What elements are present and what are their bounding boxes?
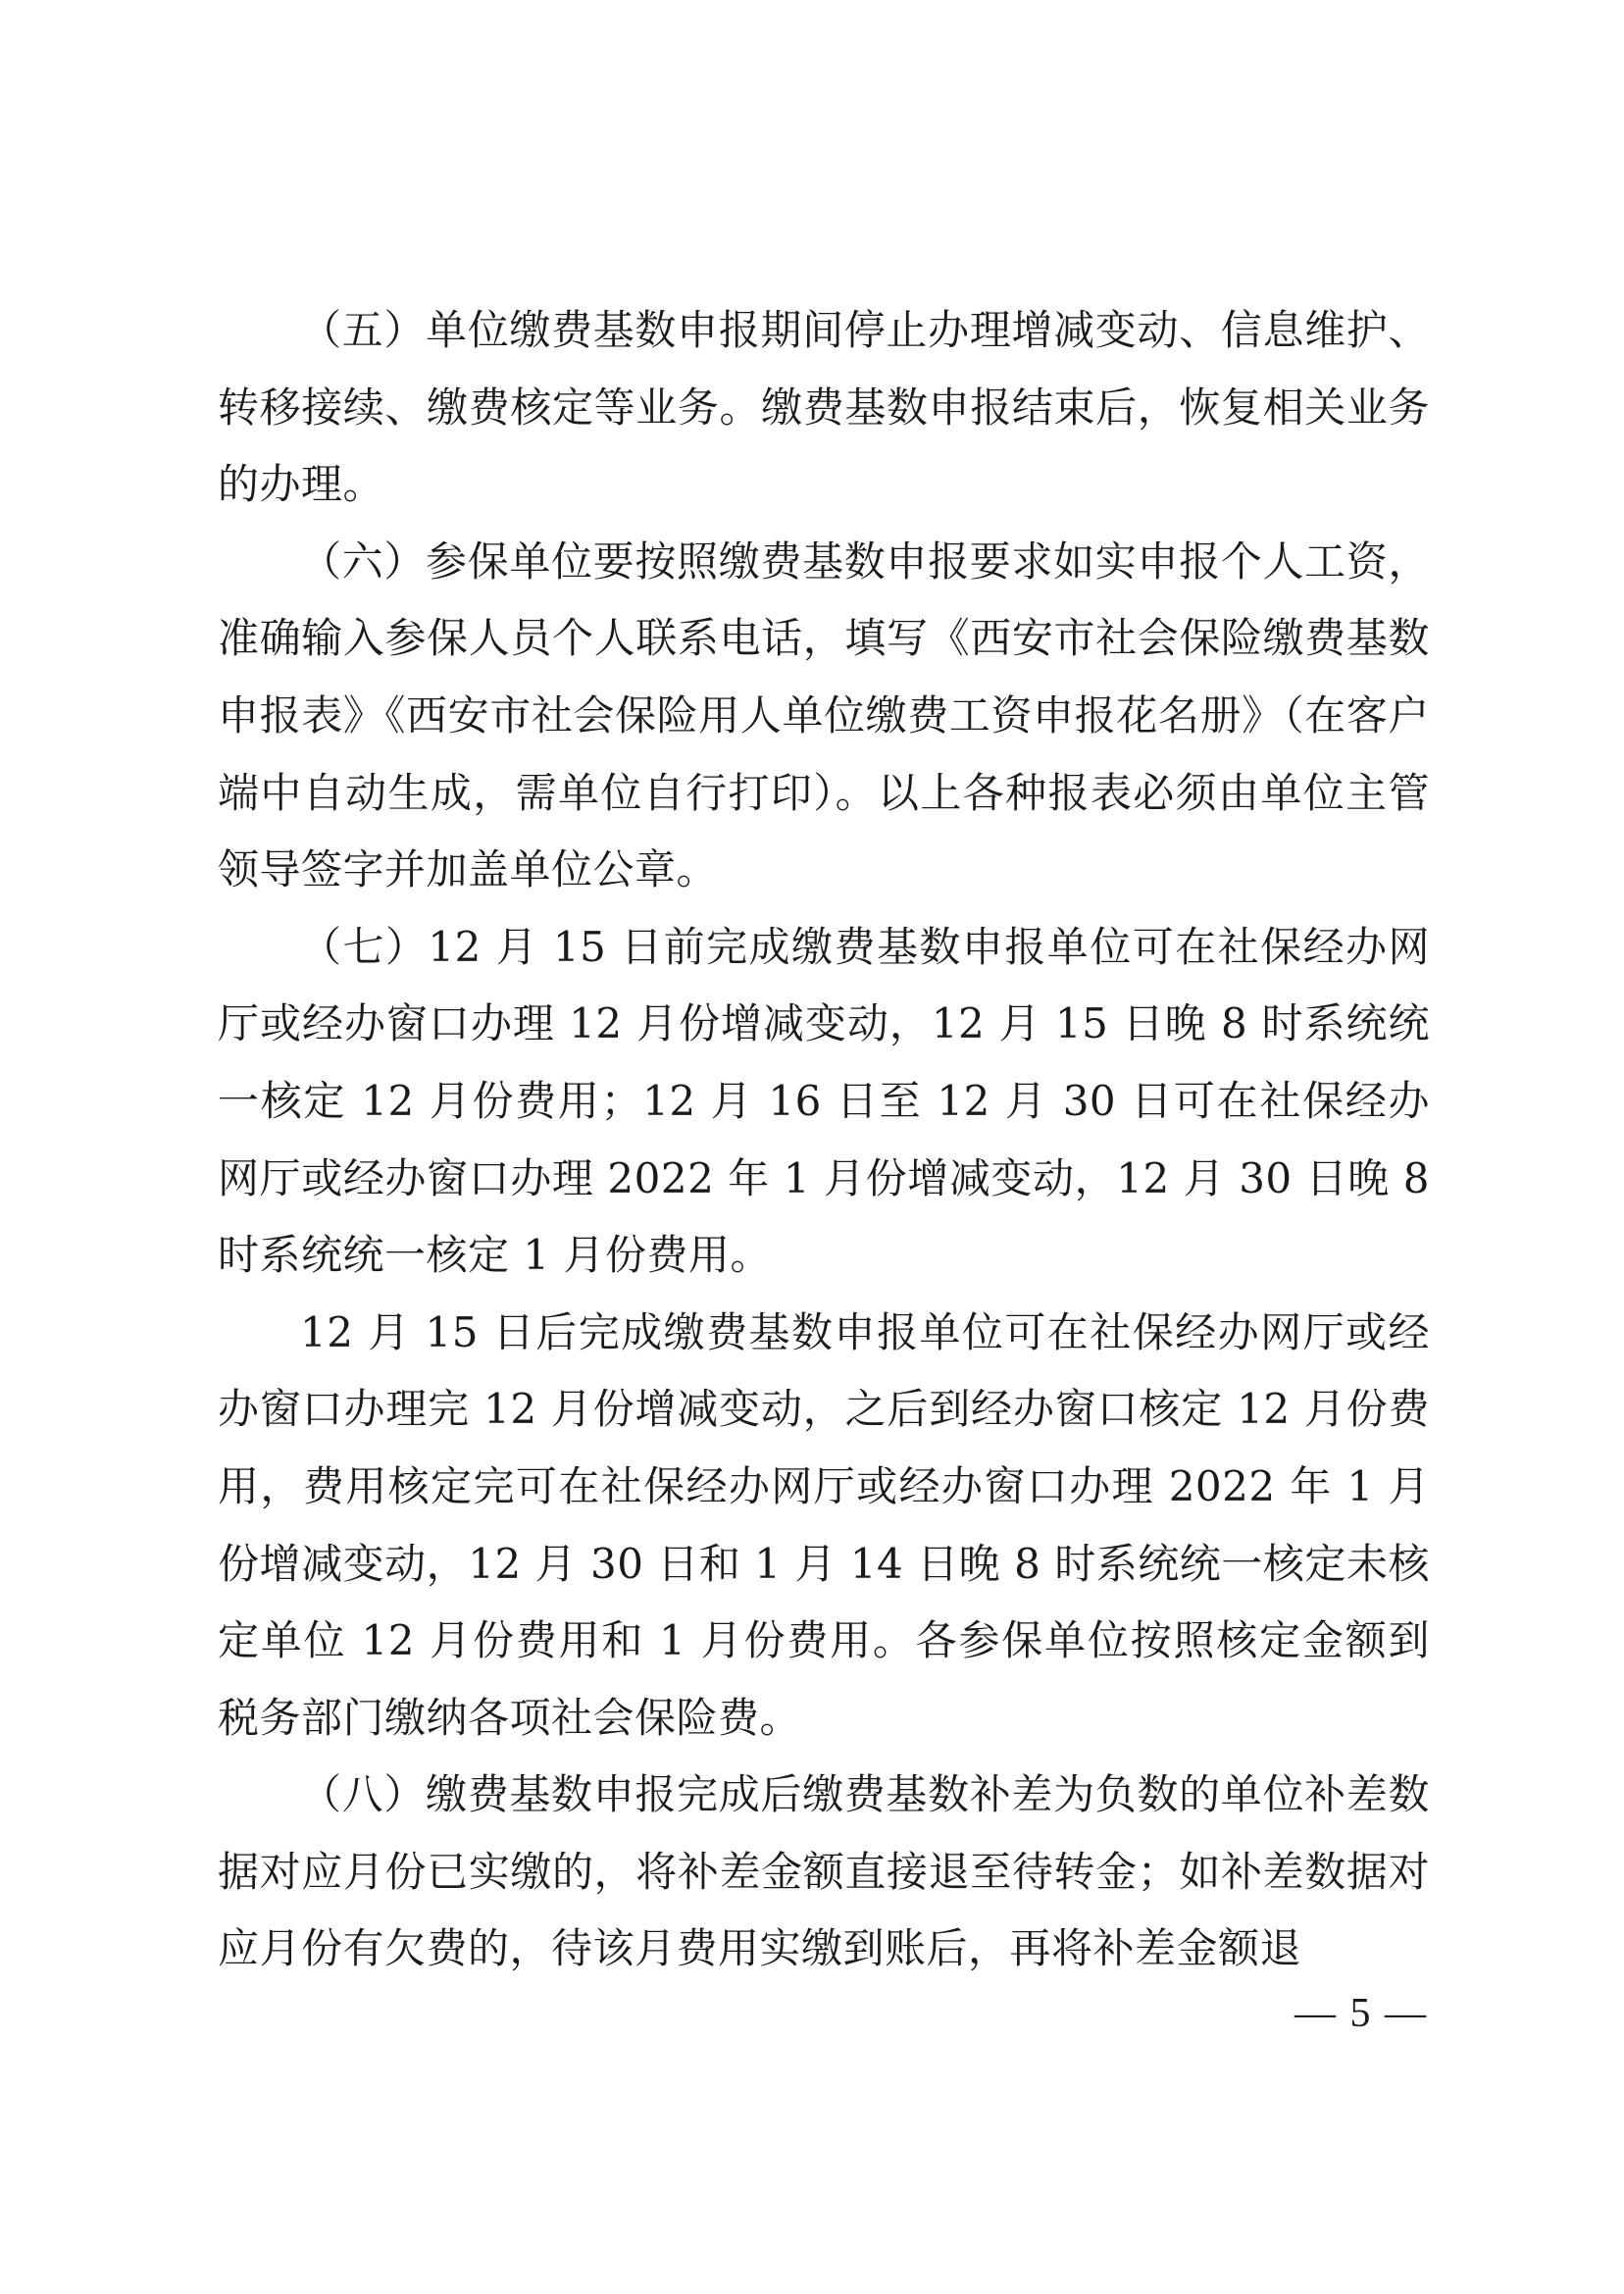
paragraph-7-continued: 12 月 15 日后完成缴费基数申报单位可在社保经办网厅或经办窗口办理完 12 月份增减变动，之后到经办窗口核定 12 月份费用，费用核定完可在社保经办网厅或经办窗口办理 2022 年 1 月份增减变动，12 月 30 日和 1 月 14 日晚 8 时系统统一核定未核定单位 12 月份费用和 1 月份费用。各参保单位按照核定金额到税务部门缴纳各项社会保险费。 [218, 1307, 1430, 1742]
paragraph-6: （六）参保单位要按照缴费基数申报要求如实申报个人工资，准确输入参保人员个人联系电话，填写《西安市社会保险缴费基数申报表》《西安市社会保险用人单位缴费工资申报花名册》（在客户端中自动生成，需单位自行打印）。以上各种报表必须由单位主管领导签字并加盖单位公章。 [218, 536, 1430, 894]
paragraph-8: （八）缴费基数申报完成后缴费基数补差为负数的单位补差数据对应月份已实缴的，将补差金额直接退至待转金；如补差数据对应月份有欠费的，待该月费用实缴到账后，再将补差金额退 [218, 1770, 1430, 1973]
paragraph-5: （五）单位缴费基数申报期间停止办理增减变动、信息维护、转移接续、缴费核定等业务。缴费基数申报结束后，恢复相关业务的办理。 [218, 306, 1430, 509]
document-body [218, 292, 1430, 1988]
page-number: — 5 — [1294, 1991, 1428, 2036]
paragraph-7: （七）12 月 15 日前完成缴费基数申报单位可在社保经办网厅或经办窗口办理 12 月份增减变动，12 月 15 日晚 8 时系统统一核定 12 月份费用；12 月 16 日至 12 月 30 日可在社保经办网厅或经办窗口办理 2022 年 1 月份增减变动，12 月 30 日晚 8 时系统统一核定 1 月份费用。 [218, 922, 1430, 1280]
